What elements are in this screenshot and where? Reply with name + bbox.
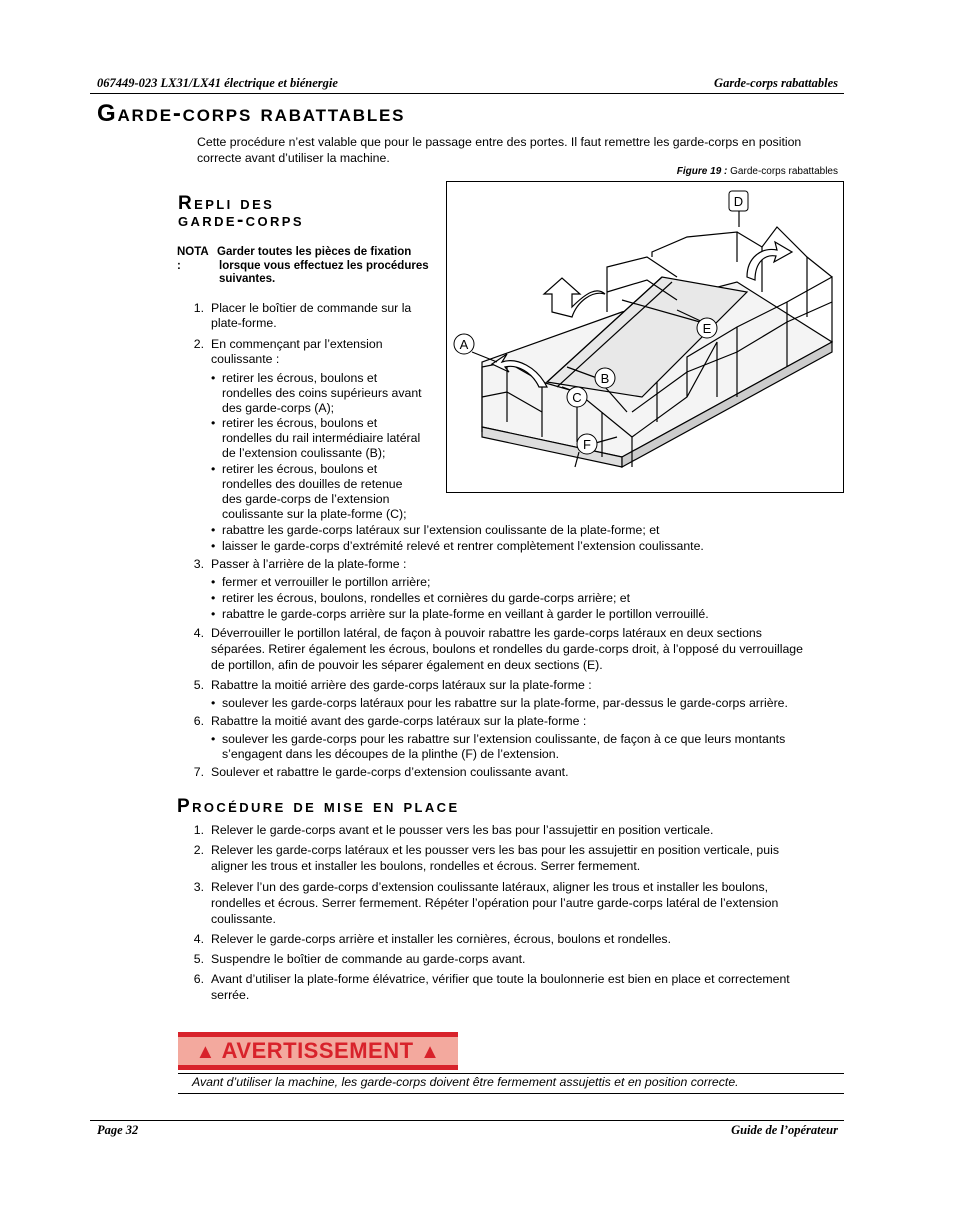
list-item: Rabattre la moitié arrière des garde-corps latéraux sur la plate-forme :	[211, 678, 592, 692]
warning-title	[178, 1038, 458, 1064]
step-number: 6.	[193, 972, 204, 986]
footer-left: Page 32	[97, 1123, 139, 1137]
bullet: •	[211, 539, 216, 553]
section-heading-mise-en-place: Procédure de mise en place	[177, 796, 460, 817]
list-item: Soulever et rabattre le garde-corps d’extension coulissante avant.	[211, 765, 569, 779]
step-number: 2.	[193, 337, 204, 351]
page-title: Garde-corps rabattables	[97, 100, 406, 127]
bullet: •	[211, 607, 216, 621]
warning-banner	[178, 1032, 458, 1070]
step-text: Déverrouiller le portillon latéral, de façon à pouvoir rabattre les garde-corps latéraux en deux sections	[211, 626, 762, 640]
bullet-text: soulever les garde-corps latéraux pour les rabattre sur la plate-forme, par-dessus le garde-corps arrière.	[222, 696, 788, 710]
header-left: 067449-023 LX31/LX41 électrique et biénergie	[97, 76, 338, 90]
section-heading-line: Repli des	[178, 193, 275, 214]
bullet-line: rondelles du rail intermédiaire latéral	[222, 431, 421, 445]
list-item	[211, 842, 779, 874]
bullet: •	[211, 416, 216, 430]
list-item	[211, 625, 803, 673]
list-item: Passer à l’arrière de la plate-forme :	[211, 557, 407, 571]
figure-caption-label: Figure 19 :	[676, 166, 728, 177]
warning-triangle-icon: ▲	[195, 1041, 216, 1063]
bullet-text	[222, 732, 785, 762]
section-heading-line: garde-corps	[178, 210, 304, 231]
bullet-line: de l’extension coulissante (B);	[222, 446, 386, 460]
step-number: 3.	[193, 880, 204, 894]
step-number: 7.	[193, 765, 204, 779]
warning-triangle-icon: ▲	[420, 1041, 441, 1063]
bullet: •	[211, 523, 216, 537]
header-rule	[90, 93, 844, 94]
bullet-line: des garde-corps de l’extension	[222, 492, 390, 506]
step-number: 4.	[193, 932, 204, 946]
step-text: aligner les trous et installer les boulons, rondelles et écrous. Serrer fermement.	[211, 859, 641, 873]
bullet: •	[211, 696, 216, 710]
header-right: Garde-corps rabattables	[714, 76, 838, 90]
step-number: 5.	[193, 678, 204, 692]
bullet-text: rabattre les garde-corps latéraux sur l’extension coulissante de la plate-forme; et	[222, 523, 660, 537]
bullet: •	[211, 591, 216, 605]
step-text: Placer le boîtier de commande sur la	[211, 301, 412, 315]
step-text: En commençant par l’extension	[211, 337, 383, 351]
bullet: •	[211, 371, 216, 385]
list-item: Suspendre le boîtier de commande au garde-corps avant.	[211, 952, 526, 966]
intro-line: Cette procédure n’est valable que pour le passage entre des portes. Il faut remettre les garde-corps en position	[197, 135, 802, 149]
list-item: Relever le garde-corps avant et le pousser vers les bas pour l’assujettir en position verticale.	[211, 823, 714, 837]
callout-e: E	[702, 321, 712, 336]
bullet-text: retirer les écrous, boulons, rondelles et cornières du garde-corps arrière; et	[222, 591, 631, 605]
step-text: Avant d’utiliser la plate-forme élévatrice, vérifier que toute la boulonnerie est bien en place et correctement	[211, 972, 790, 986]
bullet-line: des garde-corps (A);	[222, 401, 335, 415]
bullet-line: rondelles des coins supérieurs avant	[222, 386, 422, 400]
step-text: Relever les garde-corps latéraux et les pousser vers les bas pour les assujettir en position verticale, puis	[211, 843, 779, 857]
warning-message: Avant d’utiliser la machine, les garde-corps doivent être fermement assujettis et en position correcte.	[192, 1075, 739, 1089]
list-item	[211, 337, 383, 367]
figure-caption-text: Garde-corps rabattables	[727, 166, 838, 177]
list-item	[211, 971, 790, 1003]
callout-c: C	[572, 390, 582, 405]
figure-19	[446, 181, 844, 493]
step-text: de portillon, afin de pouvoir les séparer également en deux sections (E).	[211, 658, 603, 672]
bullet-text	[222, 371, 422, 416]
intro-paragraph	[197, 134, 801, 166]
list-item	[211, 879, 778, 927]
bullet-line: s’engagent dans les découpes de la plinthe (F) de l’extension.	[222, 747, 560, 761]
bullet-text: rabattre le garde-corps arrière sur la plate-forme en veillant à garder le portillon verrouillé.	[222, 607, 709, 621]
nota-line: Garder toutes les pièces de fixation	[217, 246, 412, 258]
warning-banner-fill	[178, 1037, 458, 1065]
nota-line: suivantes.	[219, 273, 276, 285]
footer-rule	[90, 1120, 844, 1121]
warning-top-rule	[178, 1073, 844, 1074]
step-number: 1.	[193, 823, 204, 837]
bullet: •	[211, 575, 216, 589]
callout-d: D	[733, 194, 744, 209]
step-text: Relever l’un des garde-corps d’extension coulissante latéraux, aligner les trous et installer les boulons,	[211, 880, 769, 894]
bullet-text	[222, 462, 407, 522]
bullet-text: fermer et verrouiller le portillon arrière;	[222, 575, 431, 589]
step-number: 2.	[193, 843, 204, 857]
nota-text	[217, 246, 429, 287]
step-number: 6.	[193, 714, 204, 728]
nota-line: lorsque vous effectuez les procédures	[219, 259, 429, 272]
list-item	[211, 301, 411, 331]
step-number: 1.	[193, 301, 204, 315]
bullet: •	[211, 732, 216, 746]
step-text: plate-forme.	[211, 316, 277, 330]
bullet-line: retirer les écrous, boulons et	[222, 416, 378, 430]
bullet-line: retirer les écrous, boulons et	[222, 371, 378, 385]
bullet-text	[222, 416, 420, 461]
warning-label: AVERTISSEMENT	[221, 1038, 414, 1063]
step-text: coulissante :	[211, 352, 280, 366]
intro-line: correcte avant d’utiliser la machine.	[197, 151, 390, 165]
nota-label: NOTA :	[177, 246, 209, 272]
step-text: séparées. Retirer également les écrous, boulons et rondelles du garde-corps droit, à l’opposé du verrouillage	[211, 642, 803, 656]
bullet-line: coulissante sur la plate-forme (C);	[222, 507, 407, 521]
callout-f: F	[583, 437, 591, 452]
bullet-line: soulever les garde-corps pour les rabattre sur l’extension coulissante, de façon à ce que leurs montants	[222, 732, 786, 746]
platform-illustration	[447, 182, 843, 492]
figure-caption	[677, 166, 838, 177]
callout-a: A	[459, 337, 469, 352]
section-heading-repli	[178, 195, 304, 229]
bullet-line: rondelles des douilles de retenue	[222, 477, 403, 491]
step-number: 3.	[193, 557, 204, 571]
list-item: Relever le garde-corps arrière et installer les cornières, écrous, boulons et rondelles.	[211, 932, 671, 946]
bullet-line: retirer les écrous, boulons et	[222, 462, 378, 476]
step-text: coulissante.	[211, 912, 276, 926]
step-number: 5.	[193, 952, 204, 966]
footer-right: Guide de l’opérateur	[731, 1123, 838, 1137]
list-item: Rabattre la moitié avant des garde-corps latéraux sur la plate-forme :	[211, 714, 587, 728]
step-text: rondelles et écrous. Serrer fermement. Répéter l’opération pour l’autre garde-corps latéral de l’extension	[211, 896, 779, 910]
bullet: •	[211, 462, 216, 476]
callout-b: B	[600, 371, 610, 386]
step-number: 4.	[193, 626, 204, 640]
step-text: serrée.	[211, 988, 250, 1002]
bullet-text: laisser le garde-corps d’extrémité relevé et rentrer complètement l’extension coulissante.	[222, 539, 704, 553]
warning-bottom-rule	[178, 1093, 844, 1094]
